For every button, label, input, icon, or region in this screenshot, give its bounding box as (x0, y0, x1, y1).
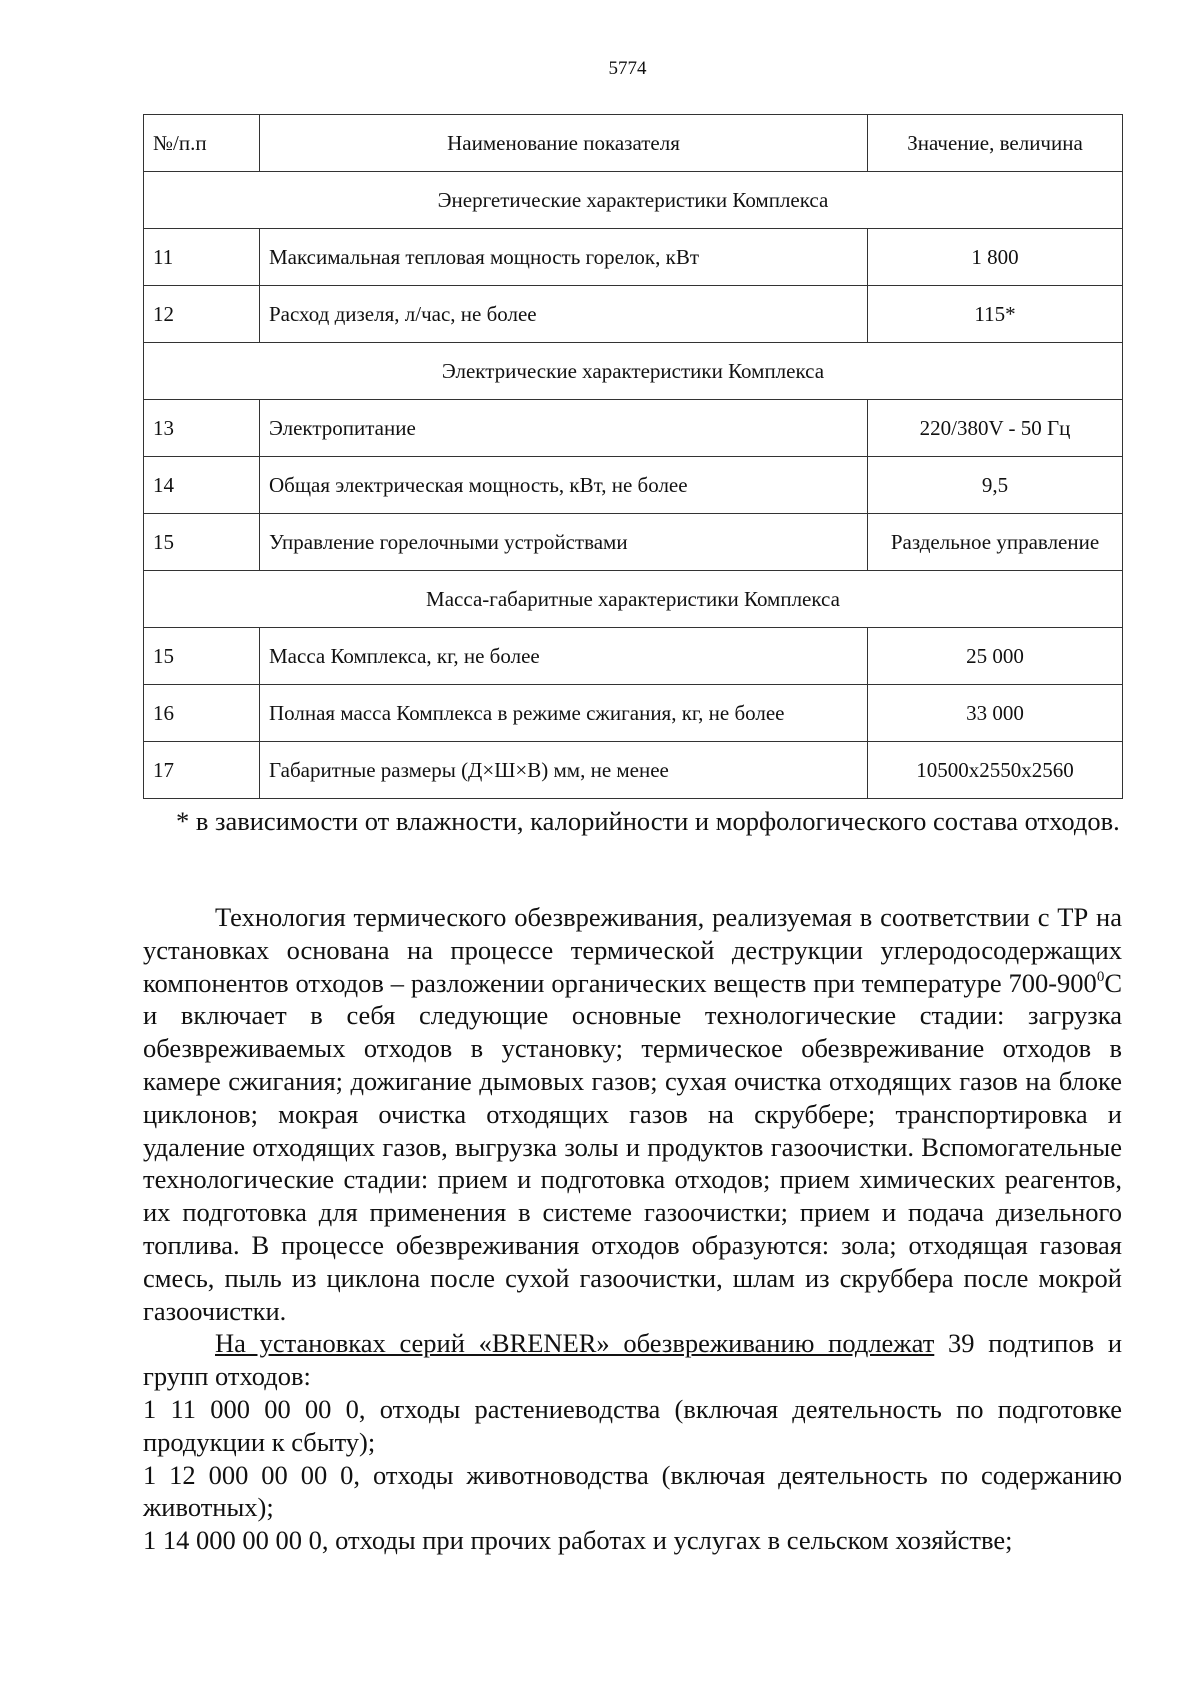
row-name: Электропитание (260, 400, 868, 457)
page-number: 5774 (608, 58, 647, 79)
degree-superscript: 0 (1096, 968, 1105, 985)
row-value: 115* (868, 286, 1123, 343)
table-row (144, 685, 1123, 742)
row-num: 11 (144, 229, 260, 286)
intro-text: 39 подтипов и групп отходов: (143, 1328, 1122, 1392)
paragraph-text-continued: С и включает в себя следующие основные технологические стадии: загрузка обезвреживаемых отходов в установку; термическое обезвреживание отходов в камере сжигания; дожигание дымовых газов; сухая очистка отходящих газов на блоке циклонов; мокрая очистка отходящих газов на скруббере; транспортировка и удаление отходящих газов, выгрузка золы и продуктов газоочистки. Вспомогательные технологические стадии: прием и подготовка отходов; прием химических реагентов, их подготовка для применения в системе газоочистки; прием и подача дизельного топлива. В процессе обезвреживания отходов образуются: зола; отходящая газовая смесь, пыль из циклона после сухой газоочистки, шлам из скруббера после мокрой газоочистки. (143, 967, 1122, 1326)
footnote (143, 805, 1122, 838)
table-row (144, 286, 1123, 343)
list-item: 1 12 000 00 00 0, отходы животноводства (включая деятельность по содержанию животных); (143, 1459, 1122, 1523)
section-row (144, 343, 1123, 400)
specifications-table (143, 114, 1123, 799)
section-row (144, 571, 1123, 628)
section-row (144, 172, 1123, 229)
row-value: 25 000 (868, 628, 1123, 685)
row-num: 14 (144, 457, 260, 514)
row-value: 10500х2550х2560 (868, 742, 1123, 799)
row-num: 15 (144, 628, 260, 685)
section-title: Энергетические характеристики Комплекса (144, 172, 1123, 229)
table-row (144, 229, 1123, 286)
table-row (144, 457, 1123, 514)
paragraph-text: Технология термического обезвреживания, реализуемая в соответствии с ТР на установках основана на процессе термической деструкции углеродосодержащих компонентов отходов – разложении органических веществ при температуре 700-900 (143, 902, 1122, 998)
row-num: 15 (144, 514, 260, 571)
row-name: Габаритные размеры (Д×Ш×В) мм, не менее (260, 742, 868, 799)
row-value: 9,5 (868, 457, 1123, 514)
section-title: Электрические характеристики Комплекса (144, 343, 1123, 400)
row-value: 220/380V - 50 Гц (868, 400, 1123, 457)
header-name: Наименование показателя (260, 115, 868, 172)
row-num: 12 (144, 286, 260, 343)
row-value: 33 000 (868, 685, 1123, 742)
waste-intro-paragraph (143, 1327, 1122, 1393)
underlined-text: На установках серий «BRENER» обезвреживанию подлежат (215, 1328, 935, 1359)
row-name: Общая электрическая мощность, кВт, не более (260, 457, 868, 514)
table-row (144, 628, 1123, 685)
row-name: Масса Комплекса, кг, не более (260, 628, 868, 685)
table-row (144, 514, 1123, 571)
list-item: 1 14 000 00 00 0, отходы при прочих работах и услугах в сельском хозяйстве; (143, 1525, 1013, 1556)
row-name: Расход дизеля, л/час, не более (260, 286, 868, 343)
row-name: Управление горелочными устройствами (260, 514, 868, 571)
main-text (143, 901, 1122, 1557)
table-row (144, 742, 1123, 799)
row-num: 13 (144, 400, 260, 457)
list-item: 1 11 000 00 00 0, отходы растениеводства (включая деятельность по подготовке продукции к сбыту); (143, 1393, 1122, 1457)
row-name: Полная масса Комплекса в режиме сжигания, кг, не более (260, 685, 868, 742)
footnote-text: * в зависимости от влажности, калорийности и морфологического состава отходов. (176, 806, 1120, 836)
table-row (144, 400, 1123, 457)
row-num: 17 (144, 742, 260, 799)
row-name: Максимальная тепловая мощность горелок, кВт (260, 229, 868, 286)
row-value: Раздельное управление (868, 514, 1123, 571)
technology-paragraph (143, 901, 1122, 1327)
header-num: №/п.п (144, 115, 260, 172)
header-value: Значение, величина (868, 115, 1123, 172)
row-num: 16 (144, 685, 260, 742)
section-title: Масса-габаритные характеристики Комплекса (144, 571, 1123, 628)
row-value: 1 800 (868, 229, 1123, 286)
table-header-row (144, 115, 1123, 172)
